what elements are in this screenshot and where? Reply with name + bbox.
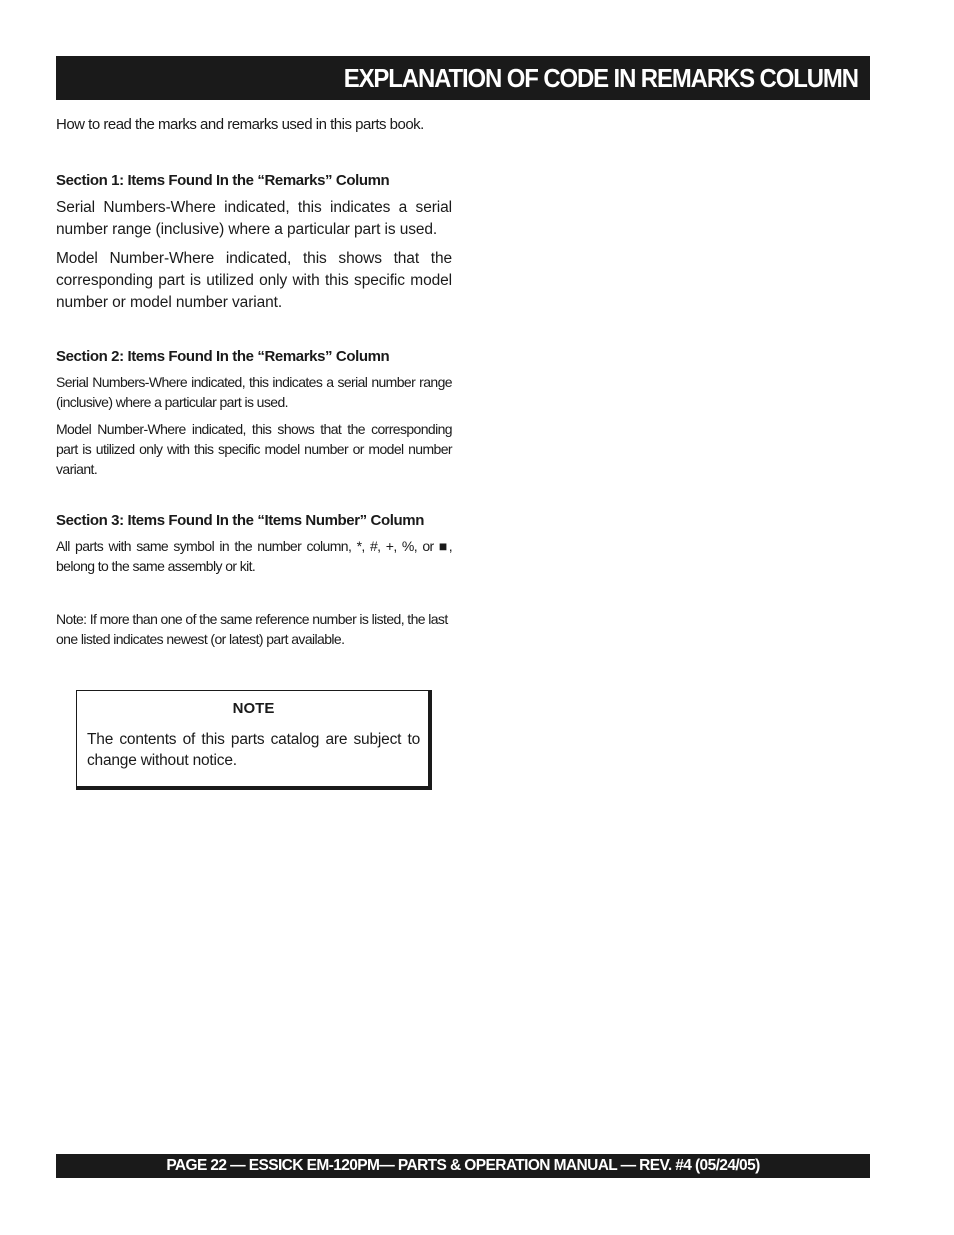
page-footer-text: PAGE 22 — ESSICK EM-120PM— PARTS & OPERATION MANUAL — REV. #4 (05/24/05): [166, 1157, 760, 1174]
section-1-model-text: Model Number-Where indicated, this shows that the corresponding part is utilized only with this specific model number or model number variant.: [56, 250, 452, 311]
reference-number-note: Note: If more than one of the same reference number is listed, the last one listed indicates newest (or latest) part available.: [56, 611, 448, 647]
section-1-serial-text: Serial Numbers-Where indicated, this indicates a serial number range (inclusive) where a particular part is used.: [56, 199, 452, 238]
section-2-serial-text: Serial Numbers-Where indicated, this indicates a serial number range (inclusive) where a particular part is used.: [56, 374, 452, 410]
section-1: [56, 172, 452, 314]
section-1-heading: Section 1: Items Found In the “Remarks” Column: [56, 172, 390, 189]
section-2: [56, 348, 452, 479]
section-3-heading: Section 3: Items Found In the “Items Number” Column: [56, 512, 424, 529]
note-box-title: NOTE: [232, 700, 275, 717]
main-content: [56, 114, 452, 649]
page-title: EXPLANATION OF CODE IN REMARKS COLUMN: [343, 62, 858, 93]
section-2-model-text: Model Number-Where indicated, this shows that the corresponding part is utilized only with this specific model number or model number variant.: [56, 421, 452, 477]
section-2-heading: Section 2: Items Found In the “Remarks” Column: [56, 348, 390, 365]
note-box: [76, 690, 432, 790]
page-header-bar: [56, 56, 870, 100]
page-footer-bar: [56, 1154, 870, 1178]
section-3: [56, 512, 452, 576]
section-3-symbols-text: All parts with same symbol in the number column, *, #, +, %, or ■, belong to the same assembly or kit.: [56, 538, 452, 574]
intro-text: How to read the marks and remarks used in this parts book.: [56, 116, 424, 133]
note-box-text: The contents of this parts catalog are subject to change without notice.: [87, 731, 420, 769]
